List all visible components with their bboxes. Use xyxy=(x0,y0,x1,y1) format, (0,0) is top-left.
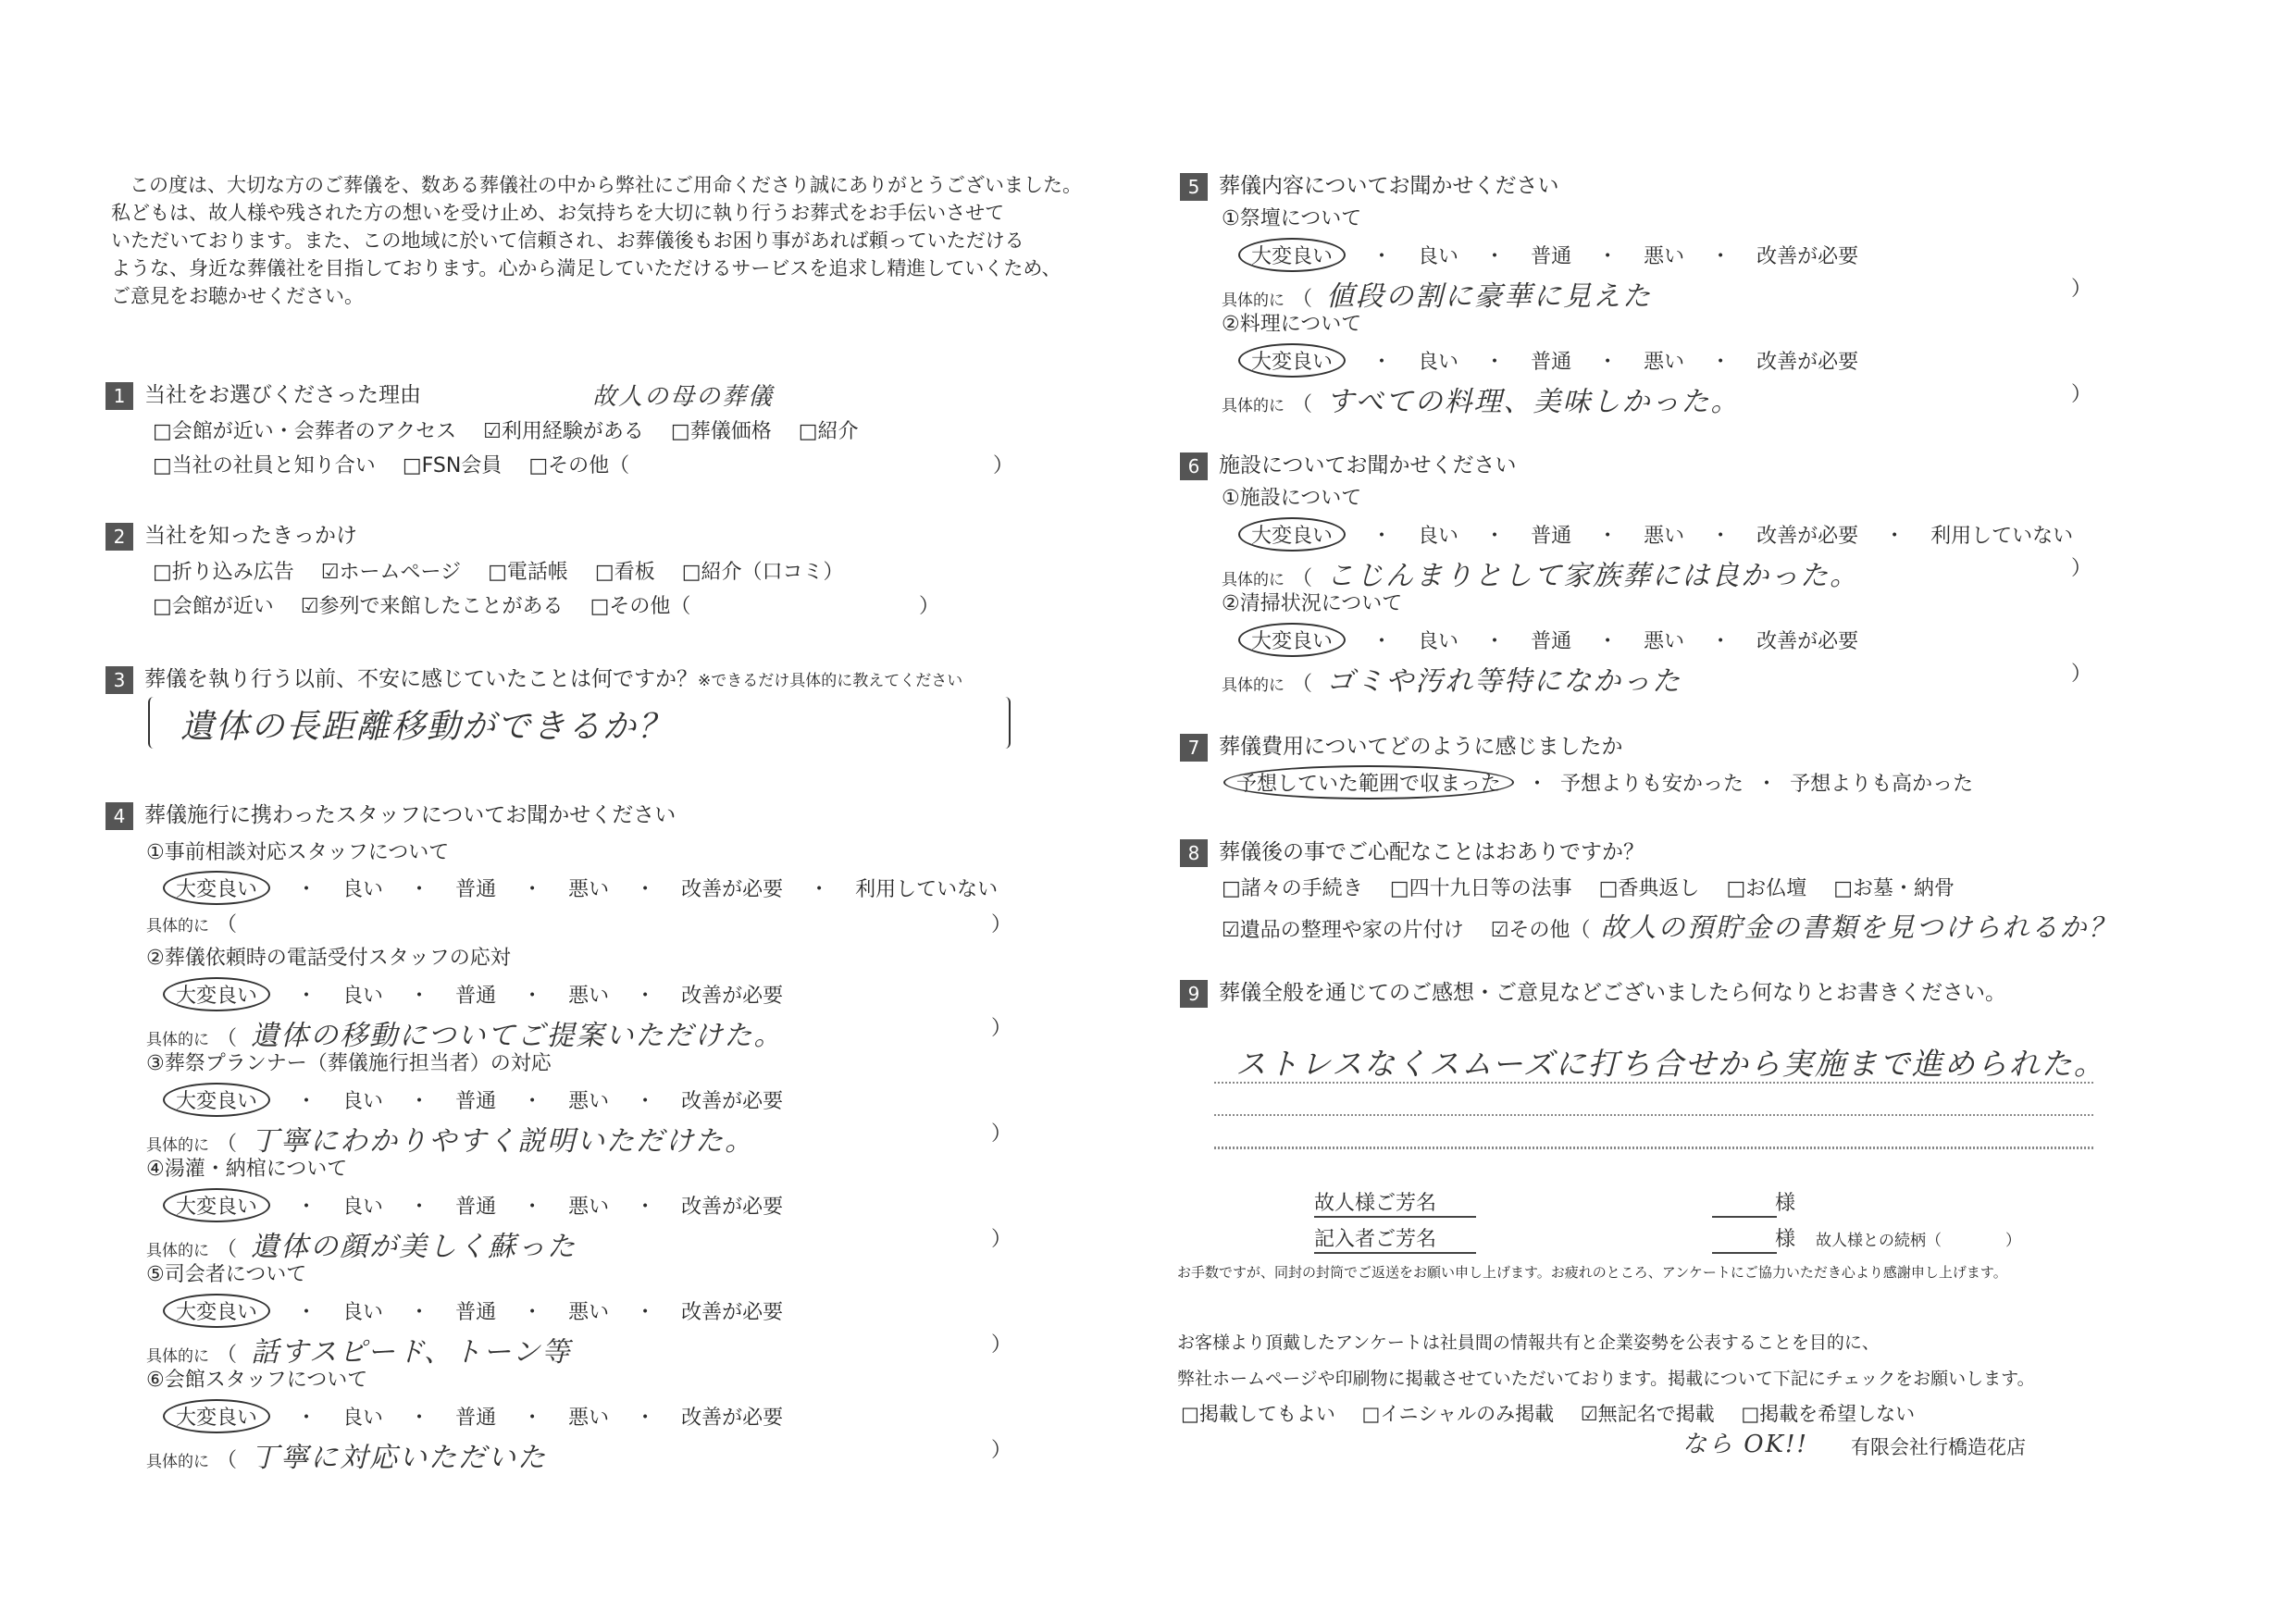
separator: ・ xyxy=(409,1196,430,1219)
rating-needs-improvement[interactable]: 改善が必要 xyxy=(1756,351,1859,374)
rating-good[interactable]: 良い xyxy=(342,1301,384,1324)
separator: ・ xyxy=(1597,525,1619,548)
q4-item4-title: ④湯灌・納棺について xyxy=(146,1158,348,1181)
rating-excellent-selected[interactable]: 大変良い xyxy=(163,1294,270,1328)
separator: ・ xyxy=(1484,351,1506,374)
rating-average[interactable]: 普通 xyxy=(455,1407,497,1430)
q4-heading xyxy=(105,798,676,830)
q4-title: 葬儀施行に携わったスタッフについてお聞かせください xyxy=(144,803,676,827)
rating-needs-improvement[interactable]: 改善が必要 xyxy=(681,1301,784,1324)
q4-item3-answer: 丁寧にわかりやすく説明いただけた。 xyxy=(251,1125,755,1158)
rating-average[interactable]: 普通 xyxy=(455,1196,497,1219)
q6-item1-title: ①施設について xyxy=(1222,487,1362,510)
close-paren: ） xyxy=(918,595,939,618)
close-paren: ） xyxy=(990,1333,1011,1357)
q6-title: 施設についてお聞かせください xyxy=(1219,453,1517,477)
close-paren: ） xyxy=(990,1439,1011,1462)
q2-options-row2 xyxy=(153,590,939,619)
close-paren: ） xyxy=(990,1122,1011,1146)
separator: ・ xyxy=(522,878,543,901)
rating-needs-improvement[interactable]: 改善が必要 xyxy=(681,878,784,901)
q5-item2-title: ②料理について xyxy=(1222,313,1362,336)
separator: ・ xyxy=(296,878,317,901)
q4-item5-title: ⑤司会者について xyxy=(146,1263,307,1286)
deceased-name-field[interactable] xyxy=(1712,1216,1777,1218)
rating-excellent-selected[interactable]: 大変良い xyxy=(163,977,270,1011)
rating-good[interactable]: 良い xyxy=(342,878,384,901)
rating-excellent-selected[interactable]: 大変良い xyxy=(1238,623,1346,657)
option-more-expensive[interactable]: 予想よりも高かった xyxy=(1790,773,1974,796)
q6-item2-ratings xyxy=(1251,623,1858,657)
q1-options-row1 xyxy=(153,415,879,444)
separator: ・ xyxy=(635,1090,656,1113)
close-paren: ） xyxy=(990,1228,1011,1251)
rating-good[interactable]: 良い xyxy=(342,1407,384,1430)
writer-name-field[interactable] xyxy=(1314,1252,1476,1254)
q5-item2-answer: すべての料理、美味しかった。 xyxy=(1326,386,1741,418)
rating-average[interactable]: 普通 xyxy=(1531,351,1572,374)
separator: ・ xyxy=(1756,773,1778,796)
close-paren: ） xyxy=(990,1017,1011,1040)
rating-not-used[interactable]: 利用していない xyxy=(1930,525,2074,548)
rating-excellent-selected[interactable]: 大変良い xyxy=(163,1083,270,1117)
checkbox-anonymous[interactable]: ☑ 無記名で掲載 xyxy=(1581,1399,1715,1427)
relation-label: 故人様との続柄（ xyxy=(1816,1232,1942,1250)
rating-good[interactable]: 良い xyxy=(342,1196,384,1219)
separator: ・ xyxy=(409,1407,430,1430)
q6-item2-answer: ゴミや汚れ等特になかった xyxy=(1326,665,1682,698)
q4-item4-ratings xyxy=(176,1188,783,1222)
q7-number: 7 xyxy=(1180,734,1208,762)
writer-name-label: 記入者ご芳名 xyxy=(1314,1228,1437,1251)
checkbox-return-gifts[interactable]: □ 香典返し xyxy=(1599,873,1700,901)
open-paren: （ xyxy=(217,913,238,936)
q9-heading xyxy=(1180,975,2006,1008)
rating-good[interactable]: 良い xyxy=(1418,525,1459,548)
separator: ・ xyxy=(1484,630,1506,653)
q8-options-row1 xyxy=(1222,873,1975,901)
q4-number: 4 xyxy=(105,802,133,830)
q5-title: 葬儀内容についてお聞かせください xyxy=(1219,174,1559,198)
rating-bad[interactable]: 悪い xyxy=(568,1407,610,1430)
specific-label: 具体的に xyxy=(1222,676,1285,695)
rating-average[interactable]: 普通 xyxy=(1531,630,1572,653)
rating-needs-improvement[interactable]: 改善が必要 xyxy=(1756,630,1859,653)
separator: ・ xyxy=(296,985,317,1008)
q1-number: 1 xyxy=(105,382,133,410)
checkbox-used-before[interactable]: ☑ 利用経験がある xyxy=(483,415,644,444)
rating-bad[interactable]: 悪い xyxy=(1644,525,1685,548)
q5-number: 5 xyxy=(1180,173,1208,201)
separator: ・ xyxy=(1710,630,1731,653)
q6-item1-answer: こじんまりとして家族葬には良かった。 xyxy=(1326,560,1860,592)
sama-label: 様 xyxy=(1774,1228,1795,1251)
rating-bad[interactable]: 悪い xyxy=(568,1090,610,1113)
separator: ・ xyxy=(522,1407,543,1430)
checkbox-word-of-mouth[interactable]: □ 紹介（口コミ） xyxy=(682,556,844,585)
checkbox-fsn-member[interactable]: □ FSN会員 xyxy=(403,450,503,478)
separator: ・ xyxy=(296,1090,317,1113)
specific-label: 具体的に xyxy=(146,1242,209,1260)
intro-line: 私どもは、故人様や残された方の想いを受け止め、お気持ちを大切に執り行うお葬式をお手伝いさせて xyxy=(111,202,1005,224)
separator: ・ xyxy=(1371,630,1393,653)
rating-bad[interactable]: 悪い xyxy=(568,1196,610,1219)
checkbox-other[interactable]: □ その他（ xyxy=(590,590,691,619)
q2-heading xyxy=(105,518,357,551)
q3-heading xyxy=(105,662,962,694)
rating-bad[interactable]: 悪い xyxy=(1644,630,1685,653)
checkbox-homepage[interactable]: ☑ ホームページ xyxy=(321,556,461,585)
q4-item6-title: ⑥会館スタッフについて xyxy=(146,1369,368,1392)
rating-average[interactable]: 普通 xyxy=(455,985,497,1008)
q1-heading xyxy=(105,378,421,410)
separator: ・ xyxy=(296,1196,317,1219)
rating-bad[interactable]: 悪い xyxy=(568,985,610,1008)
q2-options-row1 xyxy=(153,556,864,585)
q5-item2-ratings xyxy=(1251,343,1858,378)
q2-title: 当社を知ったきっかけ xyxy=(144,524,357,548)
checkbox-initials-only[interactable]: □ イニシャルのみ掲載 xyxy=(1362,1399,1555,1427)
intro-line: いただいております。また、この地域に於いて信頼され、お葬儀後もお困り事があれば頼っていただける xyxy=(111,229,1024,252)
publish-options xyxy=(1181,1399,1935,1427)
comment-line[interactable] xyxy=(1214,1147,2093,1149)
rating-bad[interactable]: 悪い xyxy=(1644,245,1685,268)
checkbox-venue-access[interactable]: □ 会館が近い・会葬者のアクセス xyxy=(153,415,456,444)
company-name: 有限会社行橋造花店 xyxy=(1851,1436,2026,1458)
separator: ・ xyxy=(409,985,430,1008)
intro-line: ご意見をお聴かせください。 xyxy=(111,285,364,307)
close-paren: ） xyxy=(2070,663,2091,686)
q4-item1-specific xyxy=(146,909,1011,937)
separator: ・ xyxy=(1710,245,1731,268)
q6-item2-title: ②清掃状況について xyxy=(1222,592,1403,615)
separator: ・ xyxy=(409,878,430,901)
checkbox-flyer[interactable]: □ 折り込み広告 xyxy=(153,556,294,585)
q7-title: 葬儀費用についてどのように感じましたか xyxy=(1219,735,1623,759)
separator: ・ xyxy=(522,1301,543,1324)
separator: ・ xyxy=(1371,525,1393,548)
open-paren: （ xyxy=(1292,288,1313,311)
separator: ・ xyxy=(635,1301,656,1324)
open-paren: （ xyxy=(1292,567,1313,590)
checkbox-belongings-cleanup[interactable]: ☑ 遺品の整理や家の片付け xyxy=(1222,914,1464,943)
separator: ・ xyxy=(1371,245,1393,268)
q4-item2-title: ②葬儀依頼時の電話受付スタッフの応対 xyxy=(146,947,511,970)
close-paren: ） xyxy=(990,913,1011,936)
q3-title: 葬儀を執り行う以前、不安に感じていたことは何ですか？ xyxy=(144,667,698,691)
q1-handwritten-note: 故人の母の葬儀 xyxy=(592,383,775,411)
q4-item6-specific xyxy=(146,1434,1011,1475)
rating-average[interactable]: 普通 xyxy=(455,1090,497,1113)
separator: ・ xyxy=(1710,525,1731,548)
rating-needs-improvement[interactable]: 改善が必要 xyxy=(681,1090,784,1113)
rating-excellent-selected[interactable]: 大変良い xyxy=(1238,343,1346,378)
open-paren: （ xyxy=(1292,393,1313,416)
rating-average[interactable]: 普通 xyxy=(455,1301,497,1324)
separator: ・ xyxy=(522,1090,543,1113)
rating-excellent-selected[interactable]: 大変良い xyxy=(163,1188,270,1222)
q8-number: 8 xyxy=(1180,839,1208,867)
checkbox-memorial-service[interactable]: □ 四十九日等の法事 xyxy=(1390,873,1572,901)
rating-needs-improvement[interactable]: 改善が必要 xyxy=(681,1407,784,1430)
separator: ・ xyxy=(1884,525,1905,548)
separator: ・ xyxy=(1710,351,1731,374)
specific-label: 具体的に xyxy=(1222,397,1285,415)
q6-item1-ratings xyxy=(1251,517,2073,552)
q4-item3-title: ③葬祭プランナー（葬儀施行担当者）の対応 xyxy=(146,1052,552,1075)
separator: ・ xyxy=(522,985,543,1008)
open-paren: （ xyxy=(217,1449,238,1472)
checkbox-grave[interactable]: □ お墓・納骨 xyxy=(1833,873,1955,901)
return-note: お手数ですが、同封の封筒でご返送をお願い申し上げます。お疲れのところ、アンケートにご協力いただき心より感謝申し上げます。 xyxy=(1177,1264,2007,1281)
deceased-name-label: 故人様ご芳名 xyxy=(1314,1192,1437,1215)
checkbox-price[interactable]: □ 葬儀価格 xyxy=(671,415,772,444)
separator: ・ xyxy=(296,1301,317,1324)
q8-options-row2 xyxy=(1222,907,2117,945)
q4-item1-ratings xyxy=(176,871,998,905)
option-within-budget-selected[interactable]: 予想していた範囲で収まった xyxy=(1223,765,1514,800)
checkbox-other[interactable]: □ その他（ xyxy=(528,450,629,478)
separator: ・ xyxy=(1484,525,1506,548)
option-cheaper[interactable]: 予想よりも安かった xyxy=(1560,773,1744,796)
checkbox-referral[interactable]: □ 紹介 xyxy=(799,415,859,444)
specific-label: 具体的に xyxy=(146,1453,209,1471)
checkbox-signboard[interactable]: □ 看板 xyxy=(595,556,655,585)
q1-title: 当社をお選びくださった理由 xyxy=(144,383,421,407)
comment-line[interactable] xyxy=(1214,1115,2093,1148)
separator: ・ xyxy=(635,878,656,901)
writer-name-row xyxy=(1314,1223,1795,1252)
checkbox-altar[interactable]: □ お仏壇 xyxy=(1726,873,1806,901)
checkbox-procedures[interactable]: □ 諸々の手続き xyxy=(1222,873,1363,901)
specific-label: 具体的に xyxy=(146,1347,209,1366)
rating-good[interactable]: 良い xyxy=(1418,351,1459,374)
q8-heading xyxy=(1180,835,1644,867)
open-paren: （ xyxy=(1292,673,1313,696)
comment-line[interactable] xyxy=(1214,1083,2093,1116)
separator: ・ xyxy=(1597,630,1619,653)
rating-bad[interactable]: 悪い xyxy=(1644,351,1685,374)
q5-heading xyxy=(1180,168,1559,201)
separator: ・ xyxy=(1527,773,1548,796)
separator: ・ xyxy=(635,1196,656,1219)
rating-needs-improvement[interactable]: 改善が必要 xyxy=(681,1196,784,1219)
q5-item1-title: ①祭壇について xyxy=(1222,207,1362,230)
open-paren: （ xyxy=(217,1027,238,1050)
checkbox-attended[interactable]: ☑ 参列で来館したことがある xyxy=(301,590,564,619)
q5-item1-ratings xyxy=(1251,238,1858,272)
q7-options xyxy=(1223,765,1973,800)
separator: ・ xyxy=(522,1196,543,1219)
intro-text xyxy=(111,171,1082,310)
close-paren: ） xyxy=(2070,278,2091,301)
separator: ・ xyxy=(635,1407,656,1430)
separator: ・ xyxy=(1597,245,1619,268)
q3-number: 3 xyxy=(105,666,133,694)
intro-line: ような、身近な葬儀社を目指しております。心から満足していただけるサービスを追求し精進していくため、 xyxy=(111,257,1061,279)
q1-options-row2 xyxy=(153,450,1013,478)
writer-name-field[interactable] xyxy=(1712,1252,1777,1254)
q7-heading xyxy=(1180,729,1623,762)
close-paren: ） xyxy=(2005,1232,2021,1250)
q3-note: ※できるだけ具体的に教えてください xyxy=(698,672,963,690)
q4-item1-title: ①事前相談対応スタッフについて xyxy=(146,841,450,864)
q4-item2-answer: 遺体の移動についてご提案いただけた。 xyxy=(251,1020,784,1052)
checkbox-publish-ok[interactable]: □ 掲載してもよい xyxy=(1181,1399,1335,1427)
open-paren: （ xyxy=(217,1238,238,1261)
intro-line: この度は、大切な方のご葬儀を、数ある葬儀社の中から弊社にご用命くださり誠にありがとうございました。 xyxy=(130,174,1082,196)
rating-average[interactable]: 普通 xyxy=(1531,245,1572,268)
q9-answer: ストレスなくスムーズに打ち合せから実施まで進められた。 xyxy=(1235,1046,2106,1082)
rating-good[interactable]: 良い xyxy=(342,1090,384,1113)
rating-bad[interactable]: 悪い xyxy=(568,1301,610,1324)
q4-item2-ratings xyxy=(176,977,783,1011)
specific-label: 具体的に xyxy=(1222,291,1285,310)
separator: ・ xyxy=(1371,351,1393,374)
specific-label: 具体的に xyxy=(146,1031,209,1049)
q4-item6-ratings xyxy=(176,1399,783,1433)
deceased-name-field[interactable] xyxy=(1314,1216,1476,1218)
separator: ・ xyxy=(1597,351,1619,374)
close-paren: ） xyxy=(2070,557,2091,580)
separator: ・ xyxy=(296,1407,317,1430)
separator: ・ xyxy=(809,878,830,901)
specific-label: 具体的に xyxy=(146,1136,209,1155)
close-paren: ） xyxy=(992,454,1013,477)
sama-label: 様 xyxy=(1774,1192,1795,1215)
checkbox-no-publish[interactable]: □ 掲載を希望しない xyxy=(1741,1399,1915,1427)
q6-heading xyxy=(1180,448,1517,480)
q8-answer: 故人の預貯金の書類を見つけられるか？ xyxy=(1600,911,2117,943)
q6-item2-specific xyxy=(1222,658,2091,699)
rating-excellent-selected[interactable]: 大変良い xyxy=(1238,238,1346,272)
separator: ・ xyxy=(409,1301,430,1324)
rating-needs-improvement[interactable]: 改善が必要 xyxy=(681,985,784,1008)
rating-excellent-selected[interactable]: 大変良い xyxy=(1238,517,1346,552)
deceased-name-row xyxy=(1314,1187,1795,1216)
rating-needs-improvement[interactable]: 改善が必要 xyxy=(1756,525,1859,548)
specific-label: 具体的に xyxy=(1222,571,1285,589)
publish-text-1: お客様より頂戴したアンケートは社員間の情報共有と企業姿勢を公表することを目的に、 xyxy=(1177,1333,1880,1353)
q5-item1-answer: 値段の割に豪華に見えた xyxy=(1326,280,1653,313)
checkbox-phonebook[interactable]: □ 電話帳 xyxy=(488,556,568,585)
publish-text-2: 弊社ホームページや印刷物に掲載させていただいております。掲載について下記にチェックをお願いします。 xyxy=(1177,1369,2035,1389)
separator: ・ xyxy=(409,1090,430,1113)
publish-handwritten-note: なら OK!! xyxy=(1682,1431,1808,1458)
rating-needs-improvement[interactable]: 改善が必要 xyxy=(1756,245,1859,268)
rating-average[interactable]: 普通 xyxy=(1531,525,1572,548)
checkbox-other[interactable]: ☑ その他（ xyxy=(1491,914,1591,943)
relation-field[interactable] xyxy=(1816,1227,2021,1250)
close-paren: ） xyxy=(2070,383,2091,406)
q9-title: 葬儀全般を通じてのご感想・ご意見などございましたら何なりとお書きください。 xyxy=(1219,981,2006,1005)
rating-average[interactable]: 普通 xyxy=(455,878,497,901)
q3-answer: 遺体の長距離移動ができるか？ xyxy=(180,708,674,746)
rating-excellent-selected[interactable]: 大変良い xyxy=(163,871,270,905)
checkbox-know-staff[interactable]: □ 当社の社員と知り合い xyxy=(153,450,376,478)
q4-item5-ratings xyxy=(176,1294,783,1328)
rating-good[interactable]: 良い xyxy=(1418,630,1459,653)
rating-good[interactable]: 良い xyxy=(342,985,384,1008)
q6-number: 6 xyxy=(1180,452,1208,480)
q2-number: 2 xyxy=(105,523,133,551)
checkbox-nearby[interactable]: □ 会館が近い xyxy=(153,590,274,619)
q5-item2-specific xyxy=(1222,378,2091,419)
rating-good[interactable]: 良い xyxy=(1418,245,1459,268)
open-paren: （ xyxy=(217,1344,238,1367)
q4-item5-answer: 話すスピード、トーン等 xyxy=(251,1336,572,1369)
q8-title: 葬儀後の事でご心配なことはおありですか？ xyxy=(1219,840,1644,864)
rating-bad[interactable]: 悪い xyxy=(568,878,610,901)
separator: ・ xyxy=(635,985,656,1008)
open-paren: （ xyxy=(217,1133,238,1156)
q9-number: 9 xyxy=(1180,980,1208,1008)
q4-item4-answer: 遺体の顔が美しく蘇った xyxy=(251,1231,577,1263)
q4-item6-answer: 丁寧に対応いただいた xyxy=(251,1442,548,1474)
q4-item3-ratings xyxy=(176,1083,783,1117)
specific-label: 具体的に xyxy=(146,917,209,936)
rating-excellent-selected[interactable]: 大変良い xyxy=(163,1399,270,1433)
rating-not-used[interactable]: 利用していない xyxy=(855,878,999,901)
separator: ・ xyxy=(1484,245,1506,268)
